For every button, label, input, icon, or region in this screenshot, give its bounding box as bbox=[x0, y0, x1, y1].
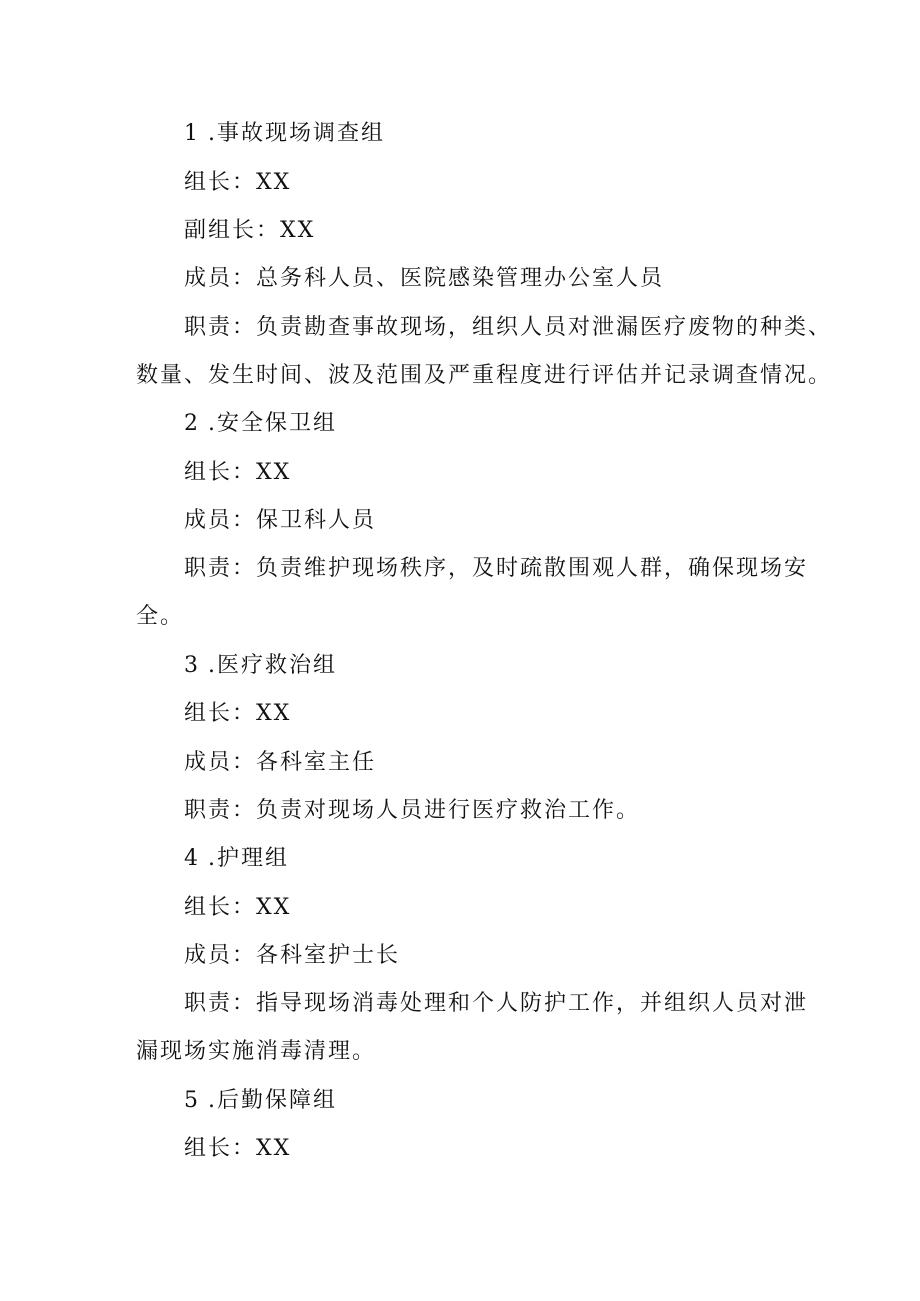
section-title: .医疗救治组 bbox=[208, 653, 337, 678]
leader-line: 组长：XX bbox=[184, 895, 292, 920]
duties-line-continued: 漏现场实施消毒清理。 bbox=[136, 1039, 377, 1064]
leader-line: 组长：XX bbox=[184, 460, 292, 485]
duties-line: 职责：负责勘查事故现场，组织人员对泄漏医疗废物的种类、 bbox=[184, 315, 833, 340]
section-number: 1 bbox=[184, 121, 198, 146]
duties-line: 职责：负责对现场人员进行医疗救治工作。 bbox=[184, 798, 641, 823]
leader-line: 组长：XX bbox=[184, 701, 292, 726]
members-line: 成员：各科室护士长 bbox=[184, 943, 401, 968]
members-line: 成员：保卫科人员 bbox=[184, 508, 377, 533]
section-title: .安全保卫组 bbox=[208, 411, 337, 436]
members-line: 成员：总务科人员、医院感染管理办公室人员 bbox=[184, 266, 665, 291]
section-heading bbox=[184, 119, 385, 149]
section-number: 2 bbox=[184, 411, 198, 436]
section-heading bbox=[184, 409, 337, 439]
duties-line-continued: 全。 bbox=[136, 604, 185, 629]
section-title: .事故现场调查组 bbox=[208, 121, 385, 146]
duties-line-continued: 数量、发生时间、波及范围及严重程度进行评估并记录调查情况。 bbox=[136, 363, 833, 388]
leader-line: 组长：XX bbox=[184, 170, 292, 195]
section-heading bbox=[184, 651, 337, 681]
section-heading bbox=[184, 1086, 337, 1116]
leader-line: 组长：XX bbox=[184, 1136, 292, 1161]
section-number: 4 bbox=[184, 846, 198, 871]
members-line: 成员：各科室主任 bbox=[184, 750, 377, 775]
section-heading bbox=[184, 844, 289, 874]
deputy-leader-line: 副组长：XX bbox=[184, 218, 316, 243]
duties-line: 职责：指导现场消毒处理和个人防护工作，并组织人员对泄 bbox=[184, 991, 809, 1016]
section-number: 3 bbox=[184, 653, 198, 678]
section-title: .护理组 bbox=[208, 846, 289, 871]
section-title: .后勤保障组 bbox=[208, 1088, 337, 1113]
duties-line: 职责：负责维护现场秩序，及时疏散围观人群，确保现场安 bbox=[184, 556, 809, 581]
section-number: 5 bbox=[184, 1088, 198, 1113]
